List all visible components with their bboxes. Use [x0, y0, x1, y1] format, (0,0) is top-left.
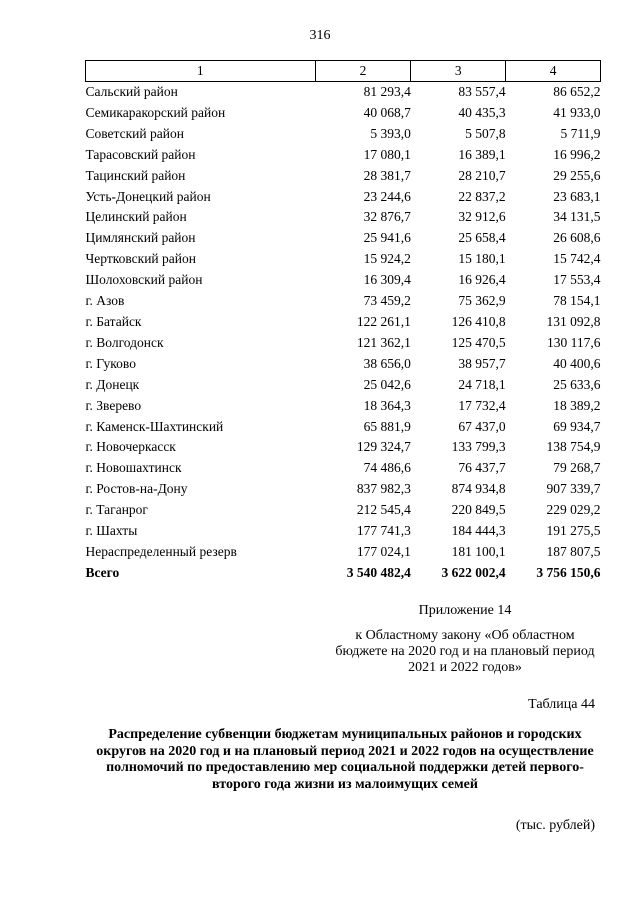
row-name: г. Волгодонск [85, 334, 164, 350]
value-2022: 229 029,2 [546, 502, 601, 518]
value-2022: 26 608,6 [553, 230, 601, 246]
value-2020: 177 741,3 [356, 523, 411, 539]
table-row [86, 417, 601, 438]
table-row [86, 187, 601, 208]
value-2021: 25 658,4 [458, 230, 506, 246]
value-2020: 18 364,3 [363, 397, 411, 413]
value-2022: 138 754,9 [546, 439, 601, 455]
value-2022: 78 154,1 [553, 293, 601, 309]
value-2022: 131 092,8 [546, 313, 601, 329]
value-2020: 40 068,7 [363, 104, 411, 120]
row-name: г. Таганрог [85, 502, 148, 518]
value-2020: 81 293,4 [363, 84, 411, 99]
value-2020: 122 261,1 [356, 313, 411, 329]
table-body [86, 82, 601, 563]
budget-table [85, 60, 601, 584]
value-2021: 181 100,1 [451, 543, 506, 559]
table-row [86, 166, 601, 187]
row-name: Целинский район [85, 209, 187, 225]
value-2022: 23 683,1 [553, 188, 601, 204]
value-2020: 837 982,3 [356, 481, 411, 497]
table-row [86, 249, 601, 270]
table-row [86, 207, 601, 228]
value-2022: 15 742,4 [553, 251, 601, 267]
value-2021: 874 934,8 [451, 481, 506, 497]
value-2021: 5 507,8 [465, 125, 506, 141]
table-row [86, 500, 601, 521]
value-2021: 67 437,0 [458, 418, 506, 434]
row-name: г. Ростов-на-Дону [85, 481, 188, 497]
total-value-2021: 3 622 002,4 [441, 564, 506, 580]
row-name: г. Гуково [85, 355, 136, 371]
value-2021: 16 389,1 [458, 146, 506, 162]
value-2021: 17 732,4 [458, 397, 506, 413]
value-2022: 191 275,5 [546, 523, 601, 539]
value-2022: 29 255,6 [553, 167, 601, 183]
value-2021: 38 957,7 [458, 355, 506, 371]
value-2022: 17 553,4 [553, 272, 601, 288]
row-name: Шолоховский район [85, 272, 203, 288]
value-2021: 22 837,2 [458, 188, 506, 204]
value-2020: 121 362,1 [356, 334, 411, 350]
table-row [86, 479, 601, 500]
row-name: Сальский район [85, 84, 178, 99]
value-2022: 18 389,2 [553, 397, 601, 413]
table-row [86, 437, 601, 458]
value-2022: 79 268,7 [553, 460, 601, 476]
value-2020: 23 244,6 [363, 188, 411, 204]
row-name: г. Батайск [85, 313, 142, 329]
value-2020: 25 042,6 [363, 376, 411, 392]
value-2020: 129 324,7 [356, 439, 411, 455]
table-number-label: Таблица 44 [528, 697, 595, 712]
appendix-title: Приложение 14 [418, 603, 512, 618]
table-row [86, 458, 601, 479]
row-name: Чертковский район [85, 251, 196, 267]
row-name: г. Зверево [85, 397, 142, 413]
value-2022: 5 711,9 [560, 125, 601, 141]
table-row [86, 291, 601, 312]
row-name: Семикаракорский район [85, 104, 226, 120]
value-2022: 69 934,7 [553, 418, 601, 434]
total-label: Всего [85, 564, 120, 580]
value-2022: 25 633,6 [553, 376, 601, 392]
table-row [86, 103, 601, 124]
value-2022: 40 400,6 [553, 355, 601, 371]
table-row [86, 396, 601, 417]
value-2020: 177 024,1 [356, 543, 411, 559]
column-header: 1 [86, 61, 316, 82]
table-row [86, 270, 601, 291]
table-row [86, 542, 601, 563]
value-2020: 5 393,0 [370, 125, 411, 141]
row-name: г. Новочеркасск [85, 439, 176, 455]
row-name: Цимлянский район [85, 230, 196, 246]
value-2021: 28 210,7 [458, 167, 506, 183]
column-header: 4 [506, 61, 601, 82]
row-name: Тарасовский район [85, 146, 196, 162]
table-row [86, 145, 601, 166]
value-2020: 74 486,6 [363, 460, 411, 476]
table-row [86, 375, 601, 396]
table-row [86, 354, 601, 375]
table-total-row [86, 563, 601, 584]
value-2020: 15 924,2 [363, 251, 411, 267]
value-2020: 28 381,7 [363, 167, 411, 183]
row-name: г. Каменск-Шахтинский [85, 418, 224, 434]
value-2021: 133 799,3 [451, 439, 506, 455]
total-value-2020: 3 540 482,4 [346, 564, 411, 580]
total-value-2022: 3 756 150,6 [536, 564, 601, 580]
row-name: Усть-Донецкий район [85, 188, 211, 204]
row-name: г. Азов [85, 293, 125, 309]
column-header: 2 [315, 61, 411, 82]
row-name: Советский район [85, 125, 184, 141]
value-2021: 83 557,4 [458, 84, 506, 99]
value-2021: 15 180,1 [458, 251, 506, 267]
value-2022: 130 117,6 [547, 334, 601, 350]
value-2022: 41 933,0 [553, 104, 601, 120]
value-2021: 32 912,6 [458, 209, 506, 225]
row-name: Нераспределенный резерв [85, 543, 237, 559]
value-2021: 75 362,9 [458, 293, 506, 309]
value-2020: 25 941,6 [363, 230, 411, 246]
table-row [86, 312, 601, 333]
value-2021: 184 444,3 [451, 523, 506, 539]
value-2020: 17 080,1 [363, 146, 411, 162]
column-header: 3 [411, 61, 506, 82]
value-2022: 16 996,2 [553, 146, 601, 162]
table-header-row [86, 61, 601, 82]
value-2022: 907 339,7 [546, 481, 601, 497]
value-2020: 38 656,0 [363, 355, 411, 371]
table-row [86, 521, 601, 542]
value-2020: 65 881,9 [363, 418, 411, 434]
value-2020: 16 309,4 [363, 272, 411, 288]
value-2021: 126 410,8 [451, 313, 506, 329]
table-row [86, 228, 601, 249]
row-name: г. Новошахтинск [85, 460, 182, 476]
value-2021: 125 470,5 [451, 334, 506, 350]
units-label: (тыс. рублей) [515, 818, 595, 833]
document-title: Распределение субвенции бюджетам муниципальных районов и городских округов на 2020 год и на плановый период 2021 и 2022 годов на осуществление полномочий по предоставлению мер социальной поддержки детей первого-второго года жизни из малоимущих семей [96, 727, 594, 792]
value-2021: 220 849,5 [451, 502, 506, 518]
value-2021: 24 718,1 [458, 376, 506, 392]
value-2022: 86 652,2 [553, 84, 601, 99]
value-2022: 187 807,5 [546, 543, 601, 559]
appendix-description: к Областному закону «Об областном бюджете на 2020 год и на плановый период 2021 и 2022 годов» [335, 628, 595, 675]
value-2022: 34 131,5 [553, 209, 601, 225]
value-2021: 40 435,3 [458, 104, 506, 120]
value-2021: 16 926,4 [458, 272, 506, 288]
table-row [86, 333, 601, 354]
value-2020: 212 545,4 [356, 502, 411, 518]
row-name: г. Шахты [85, 523, 138, 539]
page-number: 316 [309, 28, 331, 43]
value-2021: 76 437,7 [458, 460, 506, 476]
row-name: Тацинский район [85, 167, 186, 183]
table-row [86, 82, 601, 103]
row-name: г. Донецк [85, 376, 140, 392]
value-2020: 32 876,7 [363, 209, 411, 225]
table-row [86, 124, 601, 145]
value-2020: 73 459,2 [363, 293, 411, 309]
